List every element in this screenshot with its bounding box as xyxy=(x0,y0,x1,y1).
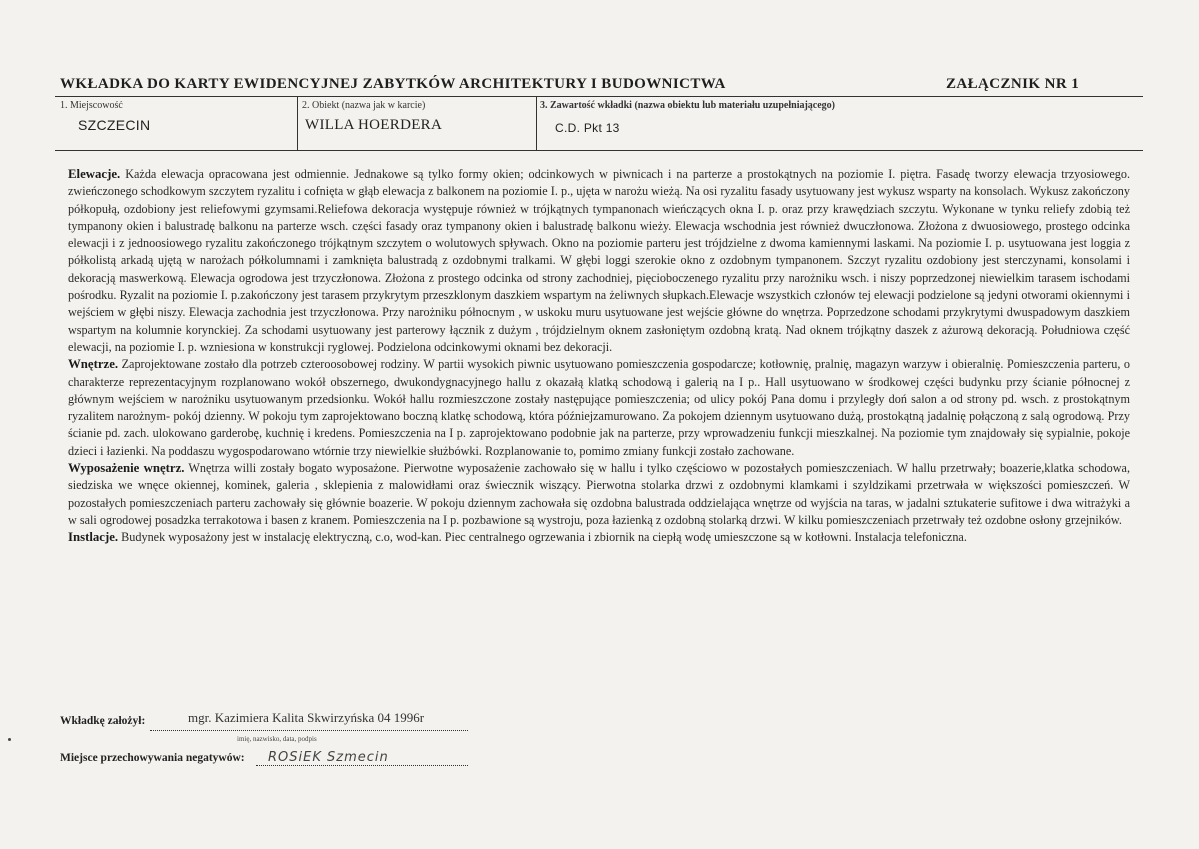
storage-signature-line xyxy=(256,765,468,766)
content-label: 3. Zawartość wkładki (nazwa obiektu lub materiału uzupełniającego) xyxy=(540,100,836,111)
field-divider xyxy=(536,97,537,150)
fields-rule xyxy=(55,150,1143,151)
header-rule xyxy=(55,96,1143,97)
document-body xyxy=(68,166,1130,547)
section-elevations xyxy=(68,166,1130,356)
section-title: Instlacje. xyxy=(68,530,119,545)
author-signature-line xyxy=(150,730,468,731)
place-value: SZCZECIN xyxy=(78,117,151,133)
storage-value: ROSiEK Szmecin xyxy=(268,750,389,765)
author-value: mgr. Kazimiera Kalita Skwirzyńska 04 1996r xyxy=(188,710,425,725)
section-furnishings xyxy=(68,460,1130,529)
author-caption: imię, nazwisko, data, podpis xyxy=(237,735,317,743)
section-title: Wyposażenie wnętrz. xyxy=(68,461,185,476)
content-value: C.D. Pkt 13 xyxy=(555,121,620,135)
header-title: WKŁADKA DO KARTY EWIDENCYJNEJ ZABYTKÓW ARCHITEKTURY I BUDOWNICTWA xyxy=(60,76,726,92)
section-title: Wnętrze. xyxy=(68,357,119,372)
section-text: Wnętrza willi zostały bogato wyposażone. Pierwotne wyposażenie zachowało się w hallu i tylko częściowo w pozostałych pomieszczeniach. W hallu przetrwały; boazerie,klatka schodowa, siedziska we wnęce okiennej, kominek, galeria , sklepienia z malowidłami oraz świecznik wiszący. Pierwotna stolarka drzwi z ozdobnymi klamkami i szyldzikami przetrwała w większości pomieszczeń. W pozostałych pomieszczeniach parteru zachowały się głównie boazerie. W pokoju dziennym zachowała się ozdobna balustrada oddzielająca wnętrze od wyjścia na taras, w jadalni sztukaterie sufitowe i dwa witrażyki a w sali ogrodowej posadzka terrakotowa i basen z kranem. Pomieszczenia na I p. pozbawione są wystroju, poza łazienką z ozdobną stolarką drzwi. W kilku pomieszczeniach przetrwały też ozdobne osłony grzejników. xyxy=(68,461,1130,527)
section-text: Budynek wyposażony jest w instalację elektryczną, c.o, wod-kan. Piec centralnego ogrzewania i zbiornik na ciepłą wodę umieszczone są w kotłowni. Instalacja telefoniczna. xyxy=(118,530,967,545)
object-label: 2. Obiekt (nazwa jak w karcie) xyxy=(302,100,426,111)
scan-speck xyxy=(8,738,11,741)
storage-label: Miejsce przechowywania negatywów: xyxy=(60,752,245,764)
section-interior xyxy=(68,356,1130,460)
section-text: Każda elewacja opracowana jest odmiennie. Jednakowe są tylko formy okien; odcinkowych w piwnicach i na parterze a prostokątnych na poziomie I. piętra. Fasadę tworzy elewacja trzyosiowego. zwieńczonego schodkowym szczytem ryzalitu i cofnięta w głąb elewacja z balkonem na poziomie I. p., ujęta w narożu wieżą. Na osi ryzalitu fasady usytuowany jest wykusz wsparty na konsolach. Wykusz zakończony półkopułą, ozdobiony jest reliefowymi gzymsami.Reliefowa dekoracja występuje również w trójkątnych tympanonach wieńczących okna I. p. oraz przy krawędziach szczytu. Wykonane w tynku reliefy zdobią też tympanony okien i balustradę balkonu na parterze wsch. części fasady oraz tympanony okien i balustradę balkonu wieży. Elewacja wschodnia jest również dwuczłonowa. Złożona z dwuosiowego, prostego odcinka elewacji i z jednoosiowego ryzalitu zakończonego trójkątnym szczytem o wolutowych spływach. Okno na poziomie parteru jest trójdzielne z dwoma kamiennymi laskami. Na poziomie I. p. usytuowana jest loggia z półkolistą arkadą ujętą w narożach półkolumnami i zamknięta balustradą z ozdobnymi tralkami. W głębi loggi szerokie okno z ozdobnym tympanonem. Szczyt ryzalitu ozdobiony jest sterczynami, konsolami i dekoracją maswerkową. Elewacja ogrodowa jest trzyczłonowa. Złożona z prostego odcinka od strony zachodniej, pięcioboczenego ryzalitu przy narożniku wsch. i niszy poprzedzonej niewielkim tarasem ischodami pośrodku. Ryzalit na poziomie I. p.zakończony jest tarasem przykrytym przeszklonym daszkiem wspartym na żeliwnych słupkach.Elewacje wszystkich członów tej elewacji podzielone są jedyni otworami okiennymi i wejściem w głębi niszy. Elewacja zachodnia jest trzyczłonowa. Przy narożniku północnym , w uskoku muru usytuowane jest wejście główne do wnętrza. Poprzedzone schodami przykrytymi dwuspadowym daszkiem wspartym na kolumnie korynckiej. Za schodami usytuowany jest parterowy łącznik z dużym , trójdzielnym oknem zasłoniętym ozdobną kratą. Nad oknem trójkątny daszek z ażurową dekoracją. Południowa część elewacji, na poziomie I. p. wzniesiona w konstrukcji ryglowej. Podzielona odcinkowymi oknami bez dekoracji. xyxy=(68,167,1130,354)
object-value: WILLA HOERDERA xyxy=(305,117,443,133)
annex-label: ZAŁĄCZNIK NR 1 xyxy=(946,76,1080,92)
field-divider xyxy=(297,97,298,150)
section-text: Zaprojektowane zostało dla potrzeb czteroosobowej rodziny. W partii wysokich piwnic usytuowano pomieszczenia gospodarcze; kotłownię, pralnię, magazyn warzyw i obieralnię. Pomieszczenia parteru, o charakterze reprezentacyjnym rozplanowano wokół obszernego, dwukondygnacyjnego hallu z okazałą klatką schodową i galerią na I p.. Hall usytuowano w środkowej części budynku przy ścianie północnej z głównym wejściem w narożniku usytuowanym przedsionku. Wokół hallu rozmieszczone zostały następujące pomieszczenia; od ulicy pokój Pana domu i przyległy doń salon a od strony pd. wsch. z prostokątnym ryzalitem narożnym- pokój dzienny. W pokoju tym zaprojektowano boczną klatkę schodową, która późniejzamurowano. Za pokojem dziennym usytuowano dużą, prostokątną jadalnię połączoną z salą ogrodową. Przy ścianie pd. zach. ulokowano garderobę, kuchnię i kredens. Pomieszczenia na I p. zaprojektowano podobnie jak na parterze, przy wprowadzeniu funkcji mieszkalnej. Na poziomie tym znajdowały się sypialnie, pokoje dzieci i łazienki. Na poddaszu wygospodarowano wtórnie trzy niewielkie służbówki. Rozplanowanie to, pomimo zmiany funkcji zostało zachowane. xyxy=(68,357,1130,458)
section-title: Elewacje. xyxy=(68,167,121,181)
place-label: 1. Miejscowość xyxy=(60,100,123,111)
author-label: Wkładkę założył: xyxy=(60,715,146,727)
section-installations xyxy=(68,529,1130,546)
